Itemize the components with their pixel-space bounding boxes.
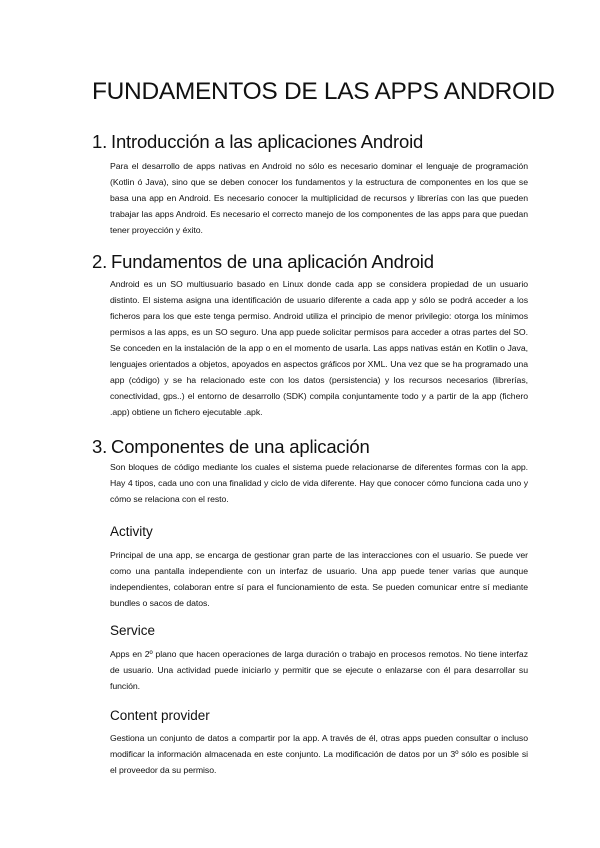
subsection-heading-service: Service [110, 623, 156, 638]
document-title: FUNDAMENTOS DE LAS APPS ANDROID [92, 78, 555, 105]
section-heading-componentes [92, 436, 370, 458]
section-number: 2. [92, 251, 108, 272]
subsection-paragraph: Gestiona un conjunto de datos a compartir por la app. A través de él, otras apps pueden consultar o incluso modificar la información almacenada en este conjunto. La modificación de datos por un 3º sólo es posible si el proveedor da su permiso. [110, 733, 528, 775]
subsection-heading-activity: Activity [110, 524, 153, 539]
subsection-paragraph: Principal de una app, se encarga de gestionar gran parte de las interacciones con el usuario. Se puede ver como una pantalla independiente con un interfaz de usuario. Una app puede tener varias que aunque independientes, colaboran entre sí para el funcionamiento de esta. Se pueden comunicar entre sí mediante bundles o sacos de datos. [110, 550, 528, 608]
section-number: 3. [92, 436, 108, 457]
section-title: Fundamentos de una aplicación Android [111, 251, 434, 272]
section-heading-fundamentos [92, 251, 434, 273]
section-title: Introducción a las aplicaciones Android [111, 131, 424, 152]
section-heading-introduccion [92, 131, 423, 153]
section-number: 1. [92, 131, 108, 152]
section-paragraph: Android es un SO multiusuario basado en Linux donde cada app se considera propiedad de un usuario distinto. El sistema asigna una identificación de usuario diferente a cada app y sólo se podrá acceder a los ficheros para los que este tenga permiso. Android utiliza el principio de menor privilegio: otorga los mínimos permisos a las apps, es un SO seguro. Una app puede solicitar permisos para acceder a otras partes del SO. Se conceden en la instalación de la app o en el momento de usarla. Las apps nativas están en Kotlin o Java, lenguajes orientados a objetos, apoyados en aspectos gráficos por XML. Una vez que se ha programado una app (código) y se ha relacionado este con los datos (persistencia) y los recursos necesarios (librerías, conectividad, gps..) el entorno de desarrollo (SDK) compila conjuntamente todo y a partir de la app (fichero .app) obtiene un fichero ejecutable .apk. [110, 279, 528, 417]
section-paragraph: Son bloques de código mediante los cuales el sistema puede relacionarse de diferentes formas con la app. Hay 4 tipos, cada uno con una finalidad y ciclo de vida diferente. Hay que conocer cómo funciona cada uno y cómo se relaciona con el resto. [110, 462, 528, 504]
subsection-heading-content-provider: Content provider [110, 708, 210, 723]
section-title: Componentes de una aplicación [111, 436, 370, 457]
section-paragraph: Para el desarrollo de apps nativas en Android no sólo es necesario dominar el lenguaje de programación (Kotlin ó Java), sino que se deben conocer los fundamentos y la estructura de componentes en los que se basa una app en Android. Es necesario conocer la multiplicidad de recursos y librerías con las que pueden trabajar las apps Android. Es necesario el correcto manejo de los componentes de las apps para que puedan tener proyección y éxito. [110, 161, 528, 235]
subsection-paragraph: Apps en 2º plano que hacen operaciones de larga duración o trabajo en procesos remotos. No tiene interfaz de usuario. Una actividad puede iniciarlo y permitir que se ejecute o enlazarse con él para desarrollar su función. [110, 649, 528, 691]
